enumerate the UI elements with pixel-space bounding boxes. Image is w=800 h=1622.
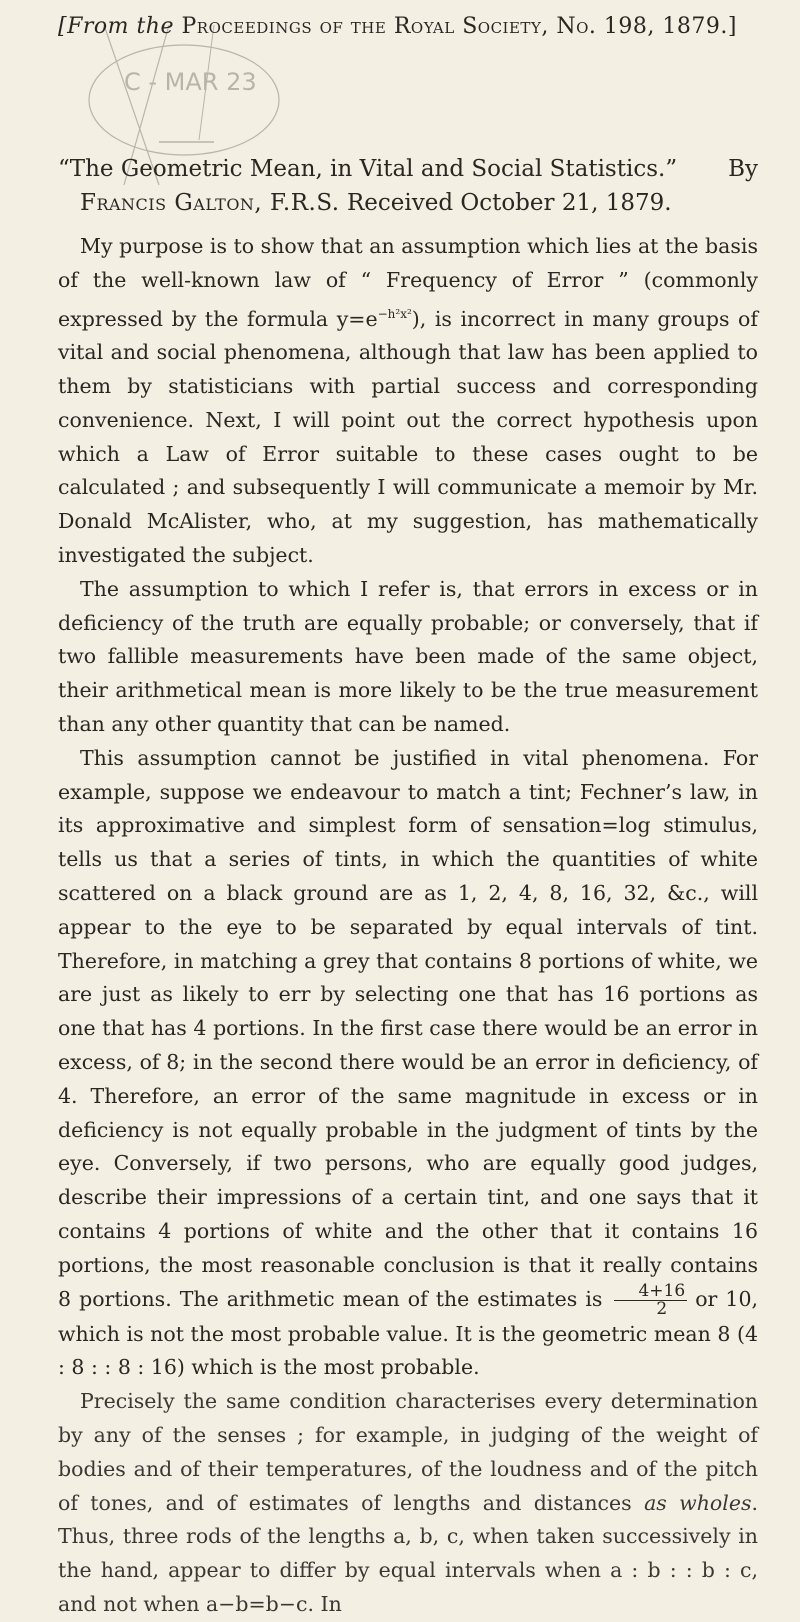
header-journal: Proceedings of the Royal Society, No. 198, 1879.] xyxy=(181,14,737,39)
formula-exponent: −h²x² xyxy=(377,306,412,321)
paper-body xyxy=(58,230,758,1622)
fraction-denominator: 2 xyxy=(656,1298,668,1319)
author-name: Francis Galton, F.R.S. xyxy=(80,190,340,216)
received-date: Received October 21, 1879. xyxy=(346,190,672,216)
paragraph-4-rest: . Thus, three rods of the lengths a, b, c, when taken successively in the hand, appear to differ by equal intervals when a : b : : b : c, and not when a−b=b−c. In xyxy=(58,1490,758,1616)
fraction-numerator: 4+16 xyxy=(614,1283,687,1301)
journal-header xyxy=(58,14,758,39)
stamp-text: C - MAR 23 xyxy=(124,68,257,96)
by-label: By xyxy=(728,156,758,182)
paragraph-4-italic: as wholes xyxy=(644,1490,752,1515)
fraction xyxy=(614,1280,687,1319)
paragraph-1-text: My purpose is to show that an assumption which lies at the basis of the well-known law of “ Frequency of Error ” (commonly expressed by the formula y=e xyxy=(58,234,758,331)
paragraph-1 xyxy=(58,230,758,573)
paragraph-3 xyxy=(58,742,758,1385)
paragraph-1-rest: ), is incorrect in many groups of vital and social phenomena, although that law has been applied to them by statisticians with partial success and corresponding convenience. Next, I will point out the correct hypothesis upon which a Law of Error suitable to these cases ought to be calculated ; and subsequently I will communicate a memoir by Mr. Donald McAlister, who, at my suggestion, has mathematically investigated the subject. xyxy=(58,306,758,567)
paper-title: “The Geometric Mean, in Vital and Social Statistics.” xyxy=(58,156,678,182)
paragraph-3-text: This assumption cannot be justified in vital phenomena. For example, suppose we endeavour to match a tint; Fechner’s law, in its approximative and simplest form of sensation=log stimulus, tells us that a series of tints, in which the quantities of white scattered on a black ground are as 1, 2, 4, 8, 16, 32, &c., will appear to the eye to be separated by equal intervals of tint. Therefore, in matching a grey that contains 8 portions of white, we are just as likely to err by selecting one that has 16 portions as one that has 4 portions. In the first case there would be an error in excess, of 8; in the second there would be an error in deficiency, of 4. Therefore, an error of the same magnitude in excess or in deficiency is not equally probable in the judgment of tints by the eye. Conversely, if two persons, who are equally good judges, describe their impressions of a certain tint, and one says that it contains 4 portions of white and the other that it contains 16 portions, the most reasonable conclusion is that it really contains 8 portions. The arithmetic mean of the estimates is xyxy=(58,745,758,1311)
paragraph-4 xyxy=(58,1385,758,1622)
paragraph-2: The assumption to which I refer is, that errors in excess or in deficiency of the truth are equally probable; or conversely, that if two fallible measurements have been made of the same object, their arithmetical mean is more likely to be the true measurement than any other quantity that can be named. xyxy=(58,576,758,736)
paragraph-4-text: Precisely the same condition characterises every determination by any of the senses ; for example, in judging of the weight of bodies and of their temperatures, of the loudness and of the pitch of tones, and of estimates of lengths and distances xyxy=(58,1389,758,1515)
header-from: [From the xyxy=(58,14,174,39)
paragraph-3-rest: or 10, which is not the most probable value. It is the geometric mean 8 (4 : 8 : : 8 : 16) which is the most probable. xyxy=(58,1286,758,1380)
paper-title-block xyxy=(58,152,758,220)
